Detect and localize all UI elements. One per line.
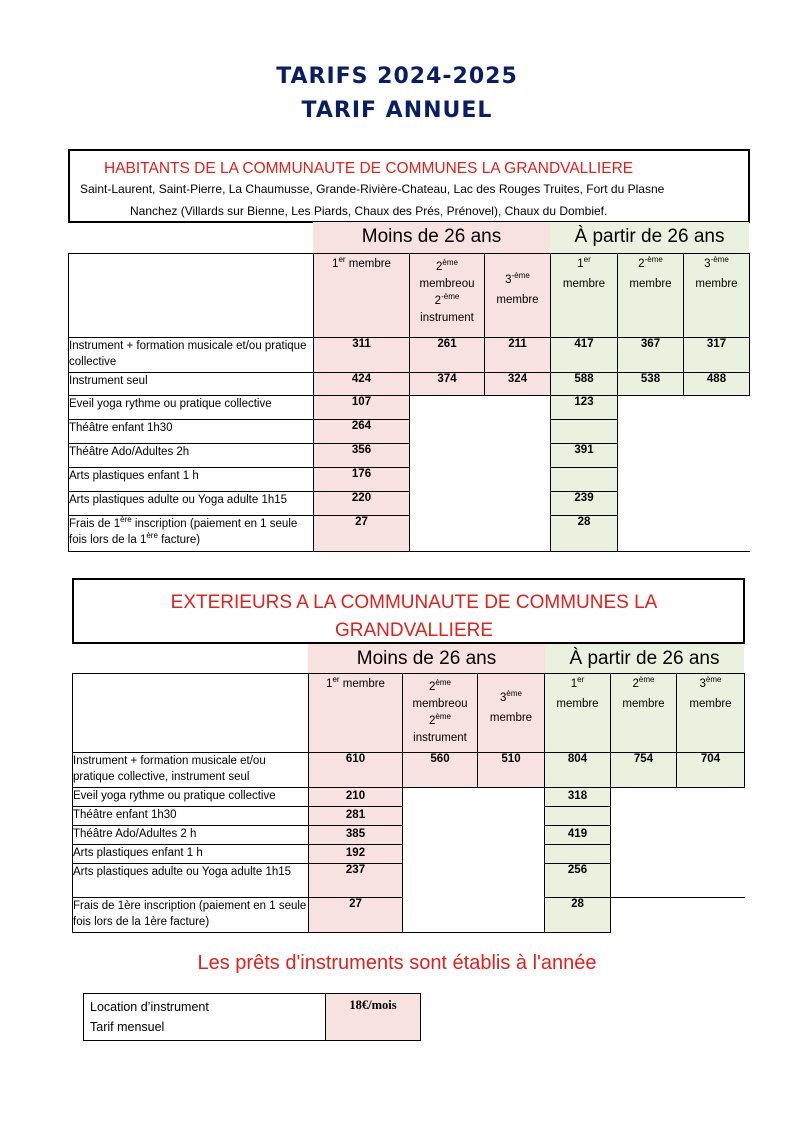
section1-towns-line2: Nanchez (Villards sur Bienne, Les Piards, Chaux des Prés, Prénovel), Chaux du Dombief. (130, 204, 608, 218)
table-row (69, 516, 750, 552)
section2-heading: EXTERIEURS A LA COMMUNAUTE DE COMMUNES LA GRANDVALLIERE (170, 592, 658, 641)
row-label: Frais de 1ère inscription (paiement en 1 seule fois lors de la 1ère facture) (69, 516, 314, 552)
location-price: 18€/mois (326, 994, 421, 1041)
s2-col-over-1er: 1er membre (545, 674, 611, 753)
table-row (73, 845, 745, 864)
price-cell: 610 (309, 753, 403, 788)
s1-header-row (69, 254, 750, 338)
price-cell: 28 (545, 898, 611, 933)
s2-col-1er-membre: 1er membre (309, 674, 403, 753)
s2-header-row (73, 674, 745, 753)
price-cell: 237 (309, 864, 403, 898)
table-row (73, 753, 745, 788)
row-label: Arts plastiques adulte ou Yoga adulte 1h15 (73, 864, 309, 898)
price-cell: 27 (314, 516, 410, 552)
section1-towns-line1: Saint-Laurent, Saint-Pierre, La Chaumusse, Grande-Rivière-Chateau, Lac des Rouges Truites, Fort du Plasne (80, 182, 665, 196)
price-cell: 488 (684, 373, 750, 396)
table-row (73, 826, 745, 845)
price-cell: 220 (314, 492, 410, 516)
price-cell: 588 (551, 373, 618, 396)
price-cell: 419 (545, 826, 611, 845)
s1-col-2eme-membre: 2ème membreou $2^{-ème}$ instrument (410, 254, 485, 338)
s2-header-blank (73, 674, 309, 753)
table-row (69, 338, 750, 373)
row-label: Frais de 1ère inscription (paiement en 1 seule fois lors de la 1ère facture) (73, 898, 309, 933)
price-cell: 211 (485, 338, 551, 373)
table-row (69, 396, 750, 420)
s2-col-3eme-membre: 3ème membre (478, 674, 545, 753)
price-cell: 510 (478, 753, 545, 788)
table-row (69, 444, 750, 468)
row-label: Théâtre Ado/Adultes 2h (69, 444, 314, 468)
row-label: Instrument seul (69, 373, 314, 396)
s1-col-over-1er: 1er membre (551, 254, 618, 338)
s1-col-3eme-membre: $3^{-ème}$ membre (485, 254, 551, 338)
table-row (69, 373, 750, 396)
price-cell: 538 (618, 373, 684, 396)
price-cell: 107 (314, 396, 410, 420)
price-cell: 804 (545, 753, 611, 788)
s2-group-over26: À partir de 26 ans (545, 644, 744, 674)
instrument-loans-note: Les prêts d'instruments sont établis à l'année (197, 952, 597, 974)
table-row (69, 468, 750, 492)
s1-col-over-2eme: $2^{-ème}$ membre (618, 254, 684, 338)
price-cell: 28 (551, 516, 618, 552)
price-cell: 264 (314, 420, 410, 444)
s1-group-over26: À partir de 26 ans (550, 222, 749, 253)
s1-col-over-3eme: $3^{-ème}$ membre (684, 254, 750, 338)
price-cell: 261 (410, 338, 485, 373)
table-row (73, 864, 745, 898)
page-subtitle: TARIF ANNUEL (301, 98, 493, 123)
table-row (73, 898, 745, 933)
row-label: Instrument + formation musicale et/ou pratique collective, instrument seul (73, 753, 309, 788)
page-title: TARIFS 2024-2025 (276, 64, 518, 89)
s2-group-under26: Moins de 26 ans (308, 644, 545, 674)
table-row (73, 807, 745, 826)
section2-header (72, 578, 745, 644)
location-table (83, 993, 421, 1041)
price-cell (551, 420, 618, 444)
price-cell: 391 (551, 444, 618, 468)
s1-col-1er-membre: 1er membre (314, 254, 410, 338)
price-cell: 239 (551, 492, 618, 516)
table-row (73, 788, 745, 807)
price-cell: 210 (309, 788, 403, 807)
row-label: Arts plastiques adulte ou Yoga adulte 1h15 (69, 492, 314, 516)
table-row (69, 420, 750, 444)
price-cell: 27 (309, 898, 403, 933)
price-cell: 123 (551, 396, 618, 420)
location-label: Location d’instrument Tarif mensuel (84, 994, 326, 1041)
price-cell: 374 (410, 373, 485, 396)
section1-table (68, 253, 750, 552)
table-row (69, 492, 750, 516)
price-cell: 318 (545, 788, 611, 807)
price-cell: 311 (314, 338, 410, 373)
price-cell: 317 (684, 338, 750, 373)
price-cell: 704 (677, 753, 745, 788)
price-cell (545, 845, 611, 864)
price-cell: 560 (403, 753, 478, 788)
price-cell: 356 (314, 444, 410, 468)
price-cell: 385 (309, 826, 403, 845)
row-label: Instrument + formation musicale et/ou pratique collective (69, 338, 314, 373)
row-label: Arts plastiques enfant 1 h (69, 468, 314, 492)
row-label: Eveil yoga rythme ou pratique collective (69, 396, 314, 420)
price-cell: 176 (314, 468, 410, 492)
price-cell: 367 (618, 338, 684, 373)
s2-col-over-2eme: 2ème membre (611, 674, 677, 753)
section1-header (68, 149, 750, 223)
s1-group-under26: Moins de 26 ans (313, 222, 550, 253)
price-cell: 256 (545, 864, 611, 898)
row-label: Eveil yoga rythme ou pratique collective (73, 788, 309, 807)
s2-col-over-3eme: 3ème membre (677, 674, 745, 753)
row-label: Théâtre Ado/Adultes 2 h (73, 826, 309, 845)
price-cell (545, 807, 611, 826)
price-cell: 754 (611, 753, 677, 788)
section2-table (72, 673, 745, 933)
price-cell: 424 (314, 373, 410, 396)
price-cell: 417 (551, 338, 618, 373)
section1-heading: HABITANTS DE LA COMMUNAUTE DE COMMUNES LA GRANDVALLIERE (104, 160, 634, 177)
price-cell: 324 (485, 373, 551, 396)
price-cell: 281 (309, 807, 403, 826)
s1-header-blank (69, 254, 314, 338)
price-cell (551, 468, 618, 492)
row-label: Théâtre enfant 1h30 (69, 420, 314, 444)
s2-col-2eme-membre: 2ème membreou 2ème instrument (403, 674, 478, 753)
row-label: Arts plastiques enfant 1 h (73, 845, 309, 864)
row-label: Théâtre enfant 1h30 (73, 807, 309, 826)
price-cell: 192 (309, 845, 403, 864)
